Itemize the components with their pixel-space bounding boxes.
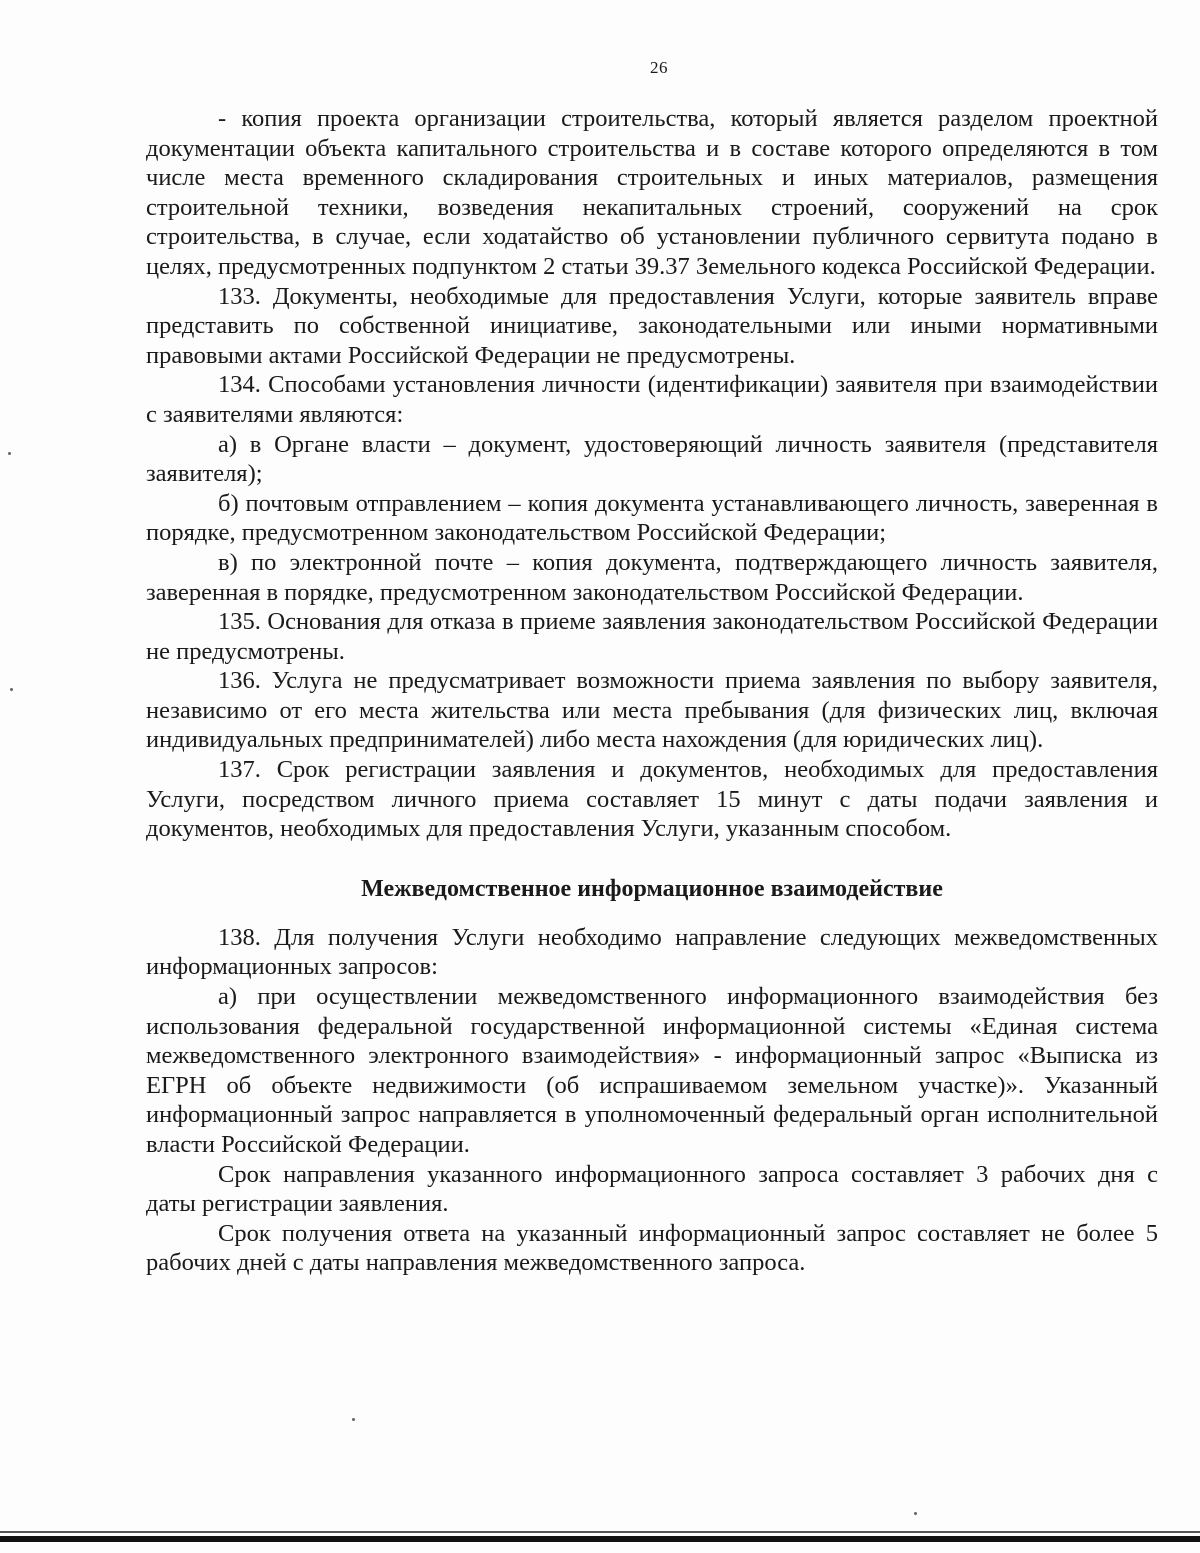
scan-edge-bar [0,1536,1200,1542]
page-number: 26 [650,58,668,77]
paragraph-137: 137. Срок регистрации заявления и документов, необходимых для предоставления Услуги, посредством личного приема составляет 15 минут с даты подачи заявления и документов, необходимых для предоставления Услуги, указанным способом. [146,756,1158,843]
paragraph-138-a: а) при осуществлении межведомственного информационного взаимодействия без использования федеральной государственной информационной системы «Единая система межведомственного электронного взаимодействия» - информационный запрос «Выписка из ЕГРН об объекте недвижимости (об испрашиваемом земельном участке)». Указанный информационный запрос направляется в уполномоченный федеральный орган исполнительной власти Российской Федерации. [146,983,1158,1158]
paragraph-134: 134. Способами установления личности (идентификации) заявителя при взаимодействии с заявителями являются: [146,371,1158,428]
paragraph-copy-project: - копия проекта организации строительства, который является разделом проектной документации объекта капитального строительства и в составе которого определяются в том числе места временного складирования строительных и иных материалов, размещения строительной техники, возведения некапитальных строений, сооружений на срок строительства, в случае, если ходатайство об установлении публичного сервитута подано в целях, предусмотренных подпунктом 2 статьи 39.37 Земельного кодекса Российской Федерации. [146,105,1158,280]
paragraph-134-b: б) почтовым отправлением – копия документа устанавливающего личность, заверенная в порядке, предусмотренном законодательством Российской Федерации; [146,489,1158,547]
scan-speck [10,688,13,691]
scan-speck [352,1418,355,1421]
scan-speck [8,452,11,455]
scan-edge-line [0,1531,1200,1533]
paragraph-133: 133. Документы, необходимые для предоставления Услуги, которые заявитель вправе представить по собственной инициативе, законодательными или иными нормативными правовыми актами Российской Федерации не предусмотрены. [146,282,1158,369]
paragraph-134-v: в) по электронной почте – копия документа, подтверждающего личность заявителя, заверенная в порядке, предусмотренном законодательством Российской Федерации. [146,548,1158,606]
paragraph-136: 136. Услуга не предусматривает возможности приема заявления по выбору заявителя, независимо от его места жительства или места пребывания (для физических лиц, включая индивидуальных предпринимателей) либо места нахождения (для юридических лиц). [146,667,1158,754]
section-heading: Межведомственное информационное взаимодействие [361,875,943,902]
scan-speck [914,1512,917,1515]
paragraph-134-a: а) в Органе власти – документ, удостоверяющий личность заявителя (представителя заявителя); [146,430,1158,488]
document-body [146,104,1158,1278]
paragraph-response-deadline: Срок получения ответа на указанный информационный запрос составляет не более 5 рабочих дней с даты направления межведомственного запроса. [146,1219,1158,1277]
paragraph-request-deadline: Срок направления указанного информационного запроса составляет 3 рабочих дня с даты регистрации заявления. [146,1160,1158,1218]
paragraph-135: 135. Основания для отказа в приеме заявления законодательством Российской Федерации не предусмотрены. [146,608,1158,665]
paragraph-138: 138. Для получения Услуги необходимо направление следующих межведомственных информационных запросов: [146,923,1158,981]
